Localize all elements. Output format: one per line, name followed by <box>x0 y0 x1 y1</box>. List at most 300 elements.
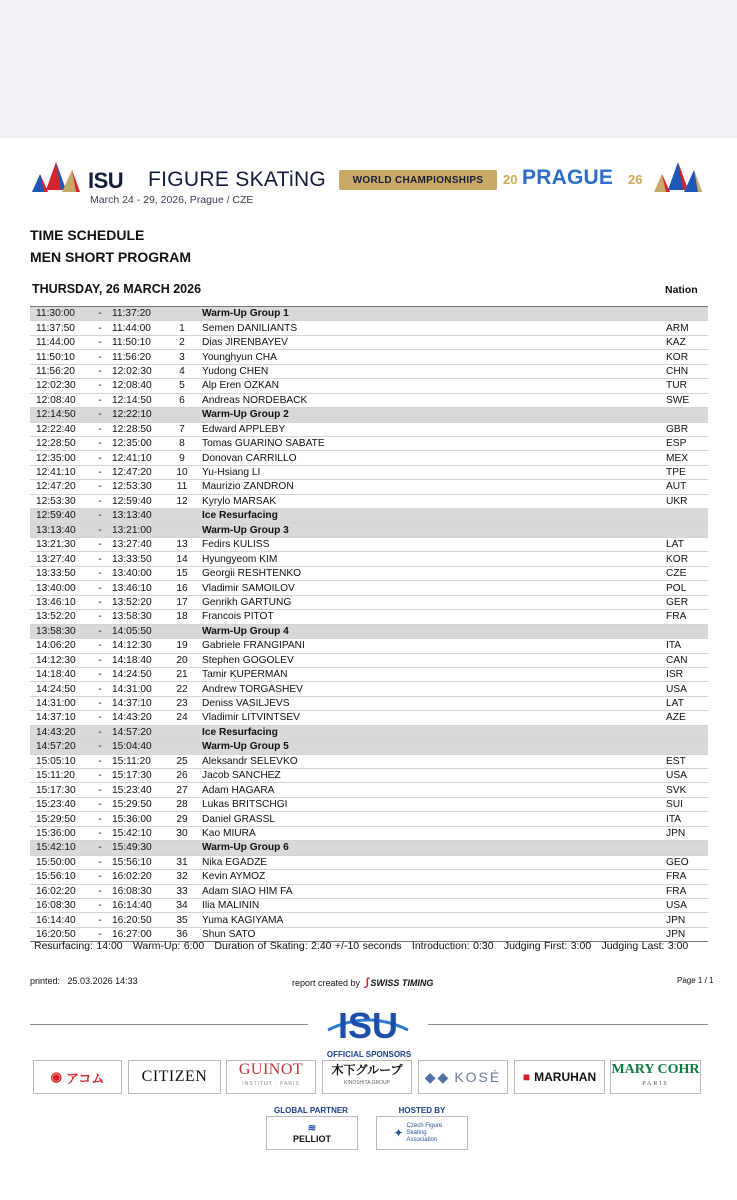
group-label: Warm-Up Group 6 <box>198 841 666 855</box>
end-time: 12:41:10 <box>108 451 166 465</box>
time-separator: - <box>92 884 108 898</box>
schedule-row <box>30 754 708 768</box>
nation-code: TPE <box>666 465 708 479</box>
start-number: 23 <box>166 696 198 710</box>
end-time: 14:37:10 <box>108 696 166 710</box>
start-number: 26 <box>166 769 198 783</box>
nation-code: FRA <box>666 870 708 884</box>
schedule-row <box>30 696 708 710</box>
schedule-row <box>30 898 708 912</box>
sponsor-citizen <box>128 1060 221 1094</box>
start-number: 22 <box>166 682 198 696</box>
end-time: 13:13:40 <box>108 509 166 523</box>
schedule-row <box>30 422 708 436</box>
start-number: 20 <box>166 653 198 667</box>
swiss-timing-mark-icon: ⟆ <box>364 977 369 989</box>
schedule-row <box>30 350 708 364</box>
nation-code: AUT <box>666 480 708 494</box>
start-number: 8 <box>166 436 198 450</box>
skater-name: Andrew TORGASHEV <box>198 682 666 696</box>
start-number: 4 <box>166 364 198 378</box>
time-separator: - <box>92 711 108 725</box>
time-separator: - <box>92 335 108 349</box>
report-label: report created by <box>292 977 361 988</box>
skater-name: Georgii RESHTENKO <box>198 566 666 580</box>
start-number: 16 <box>166 581 198 595</box>
group-label: Warm-Up Group 5 <box>198 740 666 754</box>
group-label: Warm-Up Group 1 <box>198 307 666 321</box>
start-time: 15:11:20 <box>30 769 92 783</box>
acom-icon: ◉ <box>50 1069 62 1084</box>
end-time: 14:24:50 <box>108 667 166 681</box>
start-number: 30 <box>166 826 198 840</box>
printed-label: printed: <box>30 976 61 986</box>
sponsor-citizen-label: CITIZEN <box>141 1068 208 1085</box>
nation-code: JPN <box>666 913 708 927</box>
schedule-row <box>30 494 708 508</box>
sponsor-acom <box>33 1060 122 1094</box>
time-separator: - <box>92 855 108 869</box>
nation-code <box>666 523 708 537</box>
end-time: 12:14:50 <box>108 393 166 407</box>
kose-icon: ◆◆ <box>424 1068 451 1085</box>
document-title: TIME SCHEDULE <box>30 227 145 243</box>
end-time: 12:22:10 <box>108 408 166 422</box>
start-time: 12:59:40 <box>30 509 92 523</box>
end-time: 14:43:20 <box>108 711 166 725</box>
sponsor-kinoshita-label: 木下グループ <box>331 1063 403 1077</box>
host-federation <box>376 1116 468 1150</box>
nation-code: MEX <box>666 451 708 465</box>
end-time: 11:37:20 <box>108 307 166 321</box>
time-separator: - <box>92 350 108 364</box>
global-partner-heading: GLOBAL PARTNER <box>274 1106 348 1115</box>
schedule-group-row <box>30 725 708 739</box>
end-time: 12:35:00 <box>108 436 166 450</box>
end-time: 12:59:40 <box>108 494 166 508</box>
skater-name: Semen DANILIANTS <box>198 321 666 335</box>
end-time: 15:17:30 <box>108 769 166 783</box>
time-separator: - <box>92 408 108 422</box>
start-time: 11:30:00 <box>30 307 92 321</box>
skater-name: Tomas GUARINO SABATE <box>198 436 666 450</box>
nation-code: ARM <box>666 321 708 335</box>
sponsor-kinoshita <box>322 1060 412 1094</box>
end-time: 15:56:10 <box>108 855 166 869</box>
skater-name: Maurizio ZANDRON <box>198 480 666 494</box>
schedule-row <box>30 335 708 349</box>
start-time: 11:50:10 <box>30 350 92 364</box>
nation-code <box>666 624 708 638</box>
time-separator: - <box>92 725 108 739</box>
skater-name: Ilia MALININ <box>198 898 666 912</box>
schedule-row <box>30 364 708 378</box>
schedule-row <box>30 711 708 725</box>
end-time: 14:57:20 <box>108 725 166 739</box>
time-separator: - <box>92 754 108 768</box>
start-time: 15:50:00 <box>30 855 92 869</box>
sponsor-maruhan-label: MARUHAN <box>534 1070 597 1084</box>
start-time: 11:37:50 <box>30 321 92 335</box>
nation-code: GEO <box>666 855 708 869</box>
schedule-row <box>30 451 708 465</box>
start-time: 13:58:30 <box>30 624 92 638</box>
time-separator: - <box>92 494 108 508</box>
time-separator: - <box>92 927 108 941</box>
nation-code: LAT <box>666 538 708 552</box>
start-number: 19 <box>166 639 198 653</box>
nation-code: ESP <box>666 436 708 450</box>
end-time: 15:42:10 <box>108 826 166 840</box>
federation-icon: ✦ <box>393 1126 404 1140</box>
swiss-timing-label: SWISS TIMING <box>370 977 434 988</box>
nation-code: GER <box>666 595 708 609</box>
end-time: 13:33:50 <box>108 552 166 566</box>
time-separator: - <box>92 595 108 609</box>
end-time: 16:14:40 <box>108 898 166 912</box>
official-sponsors-heading: OFFICIAL SPONSORS <box>326 1050 412 1059</box>
start-number: 28 <box>166 797 198 811</box>
schedule-group-row <box>30 509 708 523</box>
report-credit <box>292 976 433 989</box>
skater-name: Gabriele FRANGIPANI <box>198 639 666 653</box>
time-separator: - <box>92 436 108 450</box>
start-number: 27 <box>166 783 198 797</box>
page-number: Page 1 / 1 <box>677 976 714 985</box>
skater-name: Donovan CARRILLO <box>198 451 666 465</box>
schedule-day: THURSDAY, 26 MARCH 2026 <box>32 282 202 296</box>
time-separator: - <box>92 393 108 407</box>
skater-name: Adam SIAO HIM FA <box>198 884 666 898</box>
nation-code <box>666 725 708 739</box>
nation-code <box>666 509 708 523</box>
time-separator: - <box>92 321 108 335</box>
schedule-row <box>30 595 708 609</box>
end-time: 11:50:10 <box>108 335 166 349</box>
time-separator: - <box>92 696 108 710</box>
start-time: 12:53:30 <box>30 494 92 508</box>
nation-code: AZE <box>666 711 708 725</box>
start-number: 3 <box>166 350 198 364</box>
start-time: 12:08:40 <box>30 393 92 407</box>
schedule-row <box>30 812 708 826</box>
end-time: 15:36:00 <box>108 812 166 826</box>
end-time: 14:05:50 <box>108 624 166 638</box>
schedule-row <box>30 610 708 624</box>
start-number: 18 <box>166 610 198 624</box>
skater-name: Kao MIURA <box>198 826 666 840</box>
end-time: 16:08:30 <box>108 884 166 898</box>
start-time: 15:36:00 <box>30 826 92 840</box>
time-separator: - <box>92 610 108 624</box>
skater-name: Francois PITOT <box>198 610 666 624</box>
start-time: 12:28:50 <box>30 436 92 450</box>
start-time: 14:57:20 <box>30 740 92 754</box>
schedule-row <box>30 480 708 494</box>
divider-left <box>30 1024 308 1025</box>
schedule-row <box>30 783 708 797</box>
time-separator: - <box>92 465 108 479</box>
group-label: Warm-Up Group 2 <box>198 408 666 422</box>
nation-code: KOR <box>666 552 708 566</box>
timing-footnote: Resurfacing: 14:00 Warm-Up: 6:00 Duration of Skating: 2:40 +/-10 seconds Introduction: 0:30 Judging First: 3:00 Judging Last: 3:00 <box>34 940 689 952</box>
event-badge: WORLD CHAMPIONSHIPS <box>339 170 497 190</box>
end-time: 13:58:30 <box>108 610 166 624</box>
schedule-row <box>30 682 708 696</box>
time-separator: - <box>92 307 108 321</box>
nation-code: POL <box>666 581 708 595</box>
host-city: PRAGUE <box>522 166 614 189</box>
skater-name: Yu-Hsiang LI <box>198 465 666 479</box>
schedule-row <box>30 884 708 898</box>
championship-emblem-right <box>652 160 704 194</box>
schedule-row <box>30 639 708 653</box>
championship-emblem-left <box>30 160 82 194</box>
schedule-row <box>30 667 708 681</box>
start-number: 17 <box>166 595 198 609</box>
skater-name: Fedirs KULISS <box>198 538 666 552</box>
end-time: 13:52:20 <box>108 595 166 609</box>
start-number: 29 <box>166 812 198 826</box>
schedule-row <box>30 769 708 783</box>
skater-name: Kyrylo MARSAK <box>198 494 666 508</box>
skater-name: Yuma KAGIYAMA <box>198 913 666 927</box>
schedule-row <box>30 855 708 869</box>
schedule-table <box>30 306 708 942</box>
start-time: 15:17:30 <box>30 783 92 797</box>
sponsor-kose <box>418 1060 508 1094</box>
end-time: 15:29:50 <box>108 797 166 811</box>
time-separator: - <box>92 509 108 523</box>
start-time: 14:24:50 <box>30 682 92 696</box>
end-time: 12:47:20 <box>108 465 166 479</box>
time-separator: - <box>92 451 108 465</box>
nation-code: UKR <box>666 494 708 508</box>
end-time: 13:46:10 <box>108 581 166 595</box>
nation-code: SVK <box>666 783 708 797</box>
end-time: 13:27:40 <box>108 538 166 552</box>
end-time: 12:53:30 <box>108 480 166 494</box>
year-suffix: 26 <box>628 172 643 187</box>
start-number <box>166 725 198 739</box>
schedule-group-row <box>30 307 708 321</box>
skater-name: Hyungyeom KIM <box>198 552 666 566</box>
nation-code <box>666 408 708 422</box>
nation-code: USA <box>666 769 708 783</box>
schedule-row <box>30 870 708 884</box>
end-time: 15:04:40 <box>108 740 166 754</box>
start-time: 12:41:10 <box>30 465 92 479</box>
isu-main-logo <box>318 1000 418 1046</box>
nation-code: JPN <box>666 826 708 840</box>
time-separator: - <box>92 538 108 552</box>
isu-logo: ISU <box>88 168 124 193</box>
nation-code: FRA <box>666 884 708 898</box>
sponsor-mary-cohr-sub: PARIS <box>642 1081 669 1087</box>
start-time: 12:35:00 <box>30 451 92 465</box>
nation-code: TUR <box>666 379 708 393</box>
isu-main-logo-text: ISU <box>337 1005 399 1046</box>
time-separator: - <box>92 826 108 840</box>
group-label: Ice Resurfacing <box>198 509 666 523</box>
start-number: 25 <box>166 754 198 768</box>
end-time: 12:08:40 <box>108 379 166 393</box>
schedule-row <box>30 379 708 393</box>
skater-name: Nika EGADZE <box>198 855 666 869</box>
time-separator: - <box>92 682 108 696</box>
end-time: 14:18:40 <box>108 653 166 667</box>
time-separator: - <box>92 812 108 826</box>
swiss-timing-logo <box>364 976 433 989</box>
hosted-by-heading: HOSTED BY <box>398 1106 446 1115</box>
start-time: 15:05:10 <box>30 754 92 768</box>
start-number <box>166 740 198 754</box>
end-time: 13:40:00 <box>108 566 166 580</box>
end-time: 16:27:00 <box>108 927 166 941</box>
end-time: 15:11:20 <box>108 754 166 768</box>
start-number: 35 <box>166 913 198 927</box>
start-time: 15:23:40 <box>30 797 92 811</box>
start-time: 14:37:10 <box>30 711 92 725</box>
schedule-group-row <box>30 523 708 537</box>
start-time: 13:33:50 <box>30 566 92 580</box>
time-separator: - <box>92 624 108 638</box>
schedule-row <box>30 653 708 667</box>
start-number: 2 <box>166 335 198 349</box>
start-number <box>166 408 198 422</box>
discipline-title: FIGURE SKATiNG <box>148 168 327 191</box>
skater-name: Kevin AYMOZ <box>198 870 666 884</box>
start-number: 13 <box>166 538 198 552</box>
start-time: 13:46:10 <box>30 595 92 609</box>
maruhan-icon: ■ <box>522 1070 531 1084</box>
skater-name: Vladimir LITVINTSEV <box>198 711 666 725</box>
nation-code: SUI <box>666 797 708 811</box>
nation-code: FRA <box>666 610 708 624</box>
end-time: 12:28:50 <box>108 422 166 436</box>
end-time: 16:20:50 <box>108 913 166 927</box>
sponsor-kinoshita-sub: KINOSHITA GROUP <box>343 1080 391 1086</box>
time-separator: - <box>92 480 108 494</box>
nation-code: KOR <box>666 350 708 364</box>
schedule-group-row <box>30 408 708 422</box>
skater-name: Aleksandr SELEVKO <box>198 754 666 768</box>
host-federation-label: Czech Figure Skating Association <box>406 1122 443 1143</box>
sponsor-guinot-sub: INSTITUT · PARIS <box>242 1081 300 1087</box>
nation-code: ITA <box>666 639 708 653</box>
nation-code: USA <box>666 682 708 696</box>
schedule-row <box>30 913 708 927</box>
schedule-row <box>30 393 708 407</box>
start-time: 14:43:20 <box>30 725 92 739</box>
group-label: Ice Resurfacing <box>198 725 666 739</box>
end-time: 14:31:00 <box>108 682 166 696</box>
sponsor-maruhan <box>514 1060 605 1094</box>
start-time: 14:31:00 <box>30 696 92 710</box>
divider-right <box>428 1024 708 1025</box>
nation-code: CAN <box>666 653 708 667</box>
start-number: 12 <box>166 494 198 508</box>
start-number: 11 <box>166 480 198 494</box>
global-partner-pelliot <box>266 1116 358 1150</box>
schedule-row <box>30 538 708 552</box>
start-time: 16:08:30 <box>30 898 92 912</box>
time-separator: - <box>92 797 108 811</box>
start-time: 12:22:40 <box>30 422 92 436</box>
start-time: 13:21:30 <box>30 538 92 552</box>
start-number: 36 <box>166 927 198 941</box>
sponsor-guinot <box>226 1060 316 1094</box>
time-separator: - <box>92 566 108 580</box>
start-number: 6 <box>166 393 198 407</box>
start-number <box>166 624 198 638</box>
start-number <box>166 307 198 321</box>
sponsor-mary-cohr <box>610 1060 701 1094</box>
nation-code: CHN <box>666 364 708 378</box>
time-separator: - <box>92 581 108 595</box>
time-separator: - <box>92 783 108 797</box>
time-separator: - <box>92 422 108 436</box>
start-number: 34 <box>166 898 198 912</box>
start-time: 14:18:40 <box>30 667 92 681</box>
schedule-row <box>30 321 708 335</box>
schedule-row <box>30 826 708 840</box>
nation-code <box>666 841 708 855</box>
start-time: 11:56:20 <box>30 364 92 378</box>
nation-code: GBR <box>666 422 708 436</box>
global-partner-label: PELLIOT <box>293 1133 331 1144</box>
sponsor-kose-label: KOSÉ <box>454 1069 502 1085</box>
start-time: 16:14:40 <box>30 913 92 927</box>
skater-name: Edward APPLEBY <box>198 422 666 436</box>
skater-name: Vladimir SAMOILOV <box>198 581 666 595</box>
end-time: 15:23:40 <box>108 783 166 797</box>
schedule-row <box>30 552 708 566</box>
start-number: 9 <box>166 451 198 465</box>
start-time: 14:12:30 <box>30 653 92 667</box>
time-separator: - <box>92 898 108 912</box>
time-separator: - <box>92 379 108 393</box>
end-time: 16:02:20 <box>108 870 166 884</box>
skater-name: Alp Eren OZKAN <box>198 379 666 393</box>
nation-code: ISR <box>666 667 708 681</box>
nation-code: EST <box>666 754 708 768</box>
end-time: 15:49:30 <box>108 841 166 855</box>
nation-code <box>666 740 708 754</box>
skater-name: Adam HAGARA <box>198 783 666 797</box>
start-time: 13:52:20 <box>30 610 92 624</box>
skater-name: Shun SATO <box>198 927 666 941</box>
start-time: 12:02:30 <box>30 379 92 393</box>
time-separator: - <box>92 523 108 537</box>
group-label: Warm-Up Group 4 <box>198 624 666 638</box>
start-number: 31 <box>166 855 198 869</box>
time-separator: - <box>92 364 108 378</box>
nation-code: LAT <box>666 696 708 710</box>
skater-name: Tamir KUPERMAN <box>198 667 666 681</box>
end-time: 13:21:00 <box>108 523 166 537</box>
sponsor-acom-label: アコム <box>65 1070 105 1086</box>
nation-column-header: Nation <box>665 284 698 296</box>
pelliot-wave-icon: ≋ <box>307 1122 317 1134</box>
skater-name: Stephen GOGOLEV <box>198 653 666 667</box>
start-number: 15 <box>166 566 198 580</box>
start-time: 13:13:40 <box>30 523 92 537</box>
schedule-row <box>30 581 708 595</box>
skater-name: Lukas BRITSCHGI <box>198 797 666 811</box>
start-number: 21 <box>166 667 198 681</box>
schedule-row <box>30 436 708 450</box>
